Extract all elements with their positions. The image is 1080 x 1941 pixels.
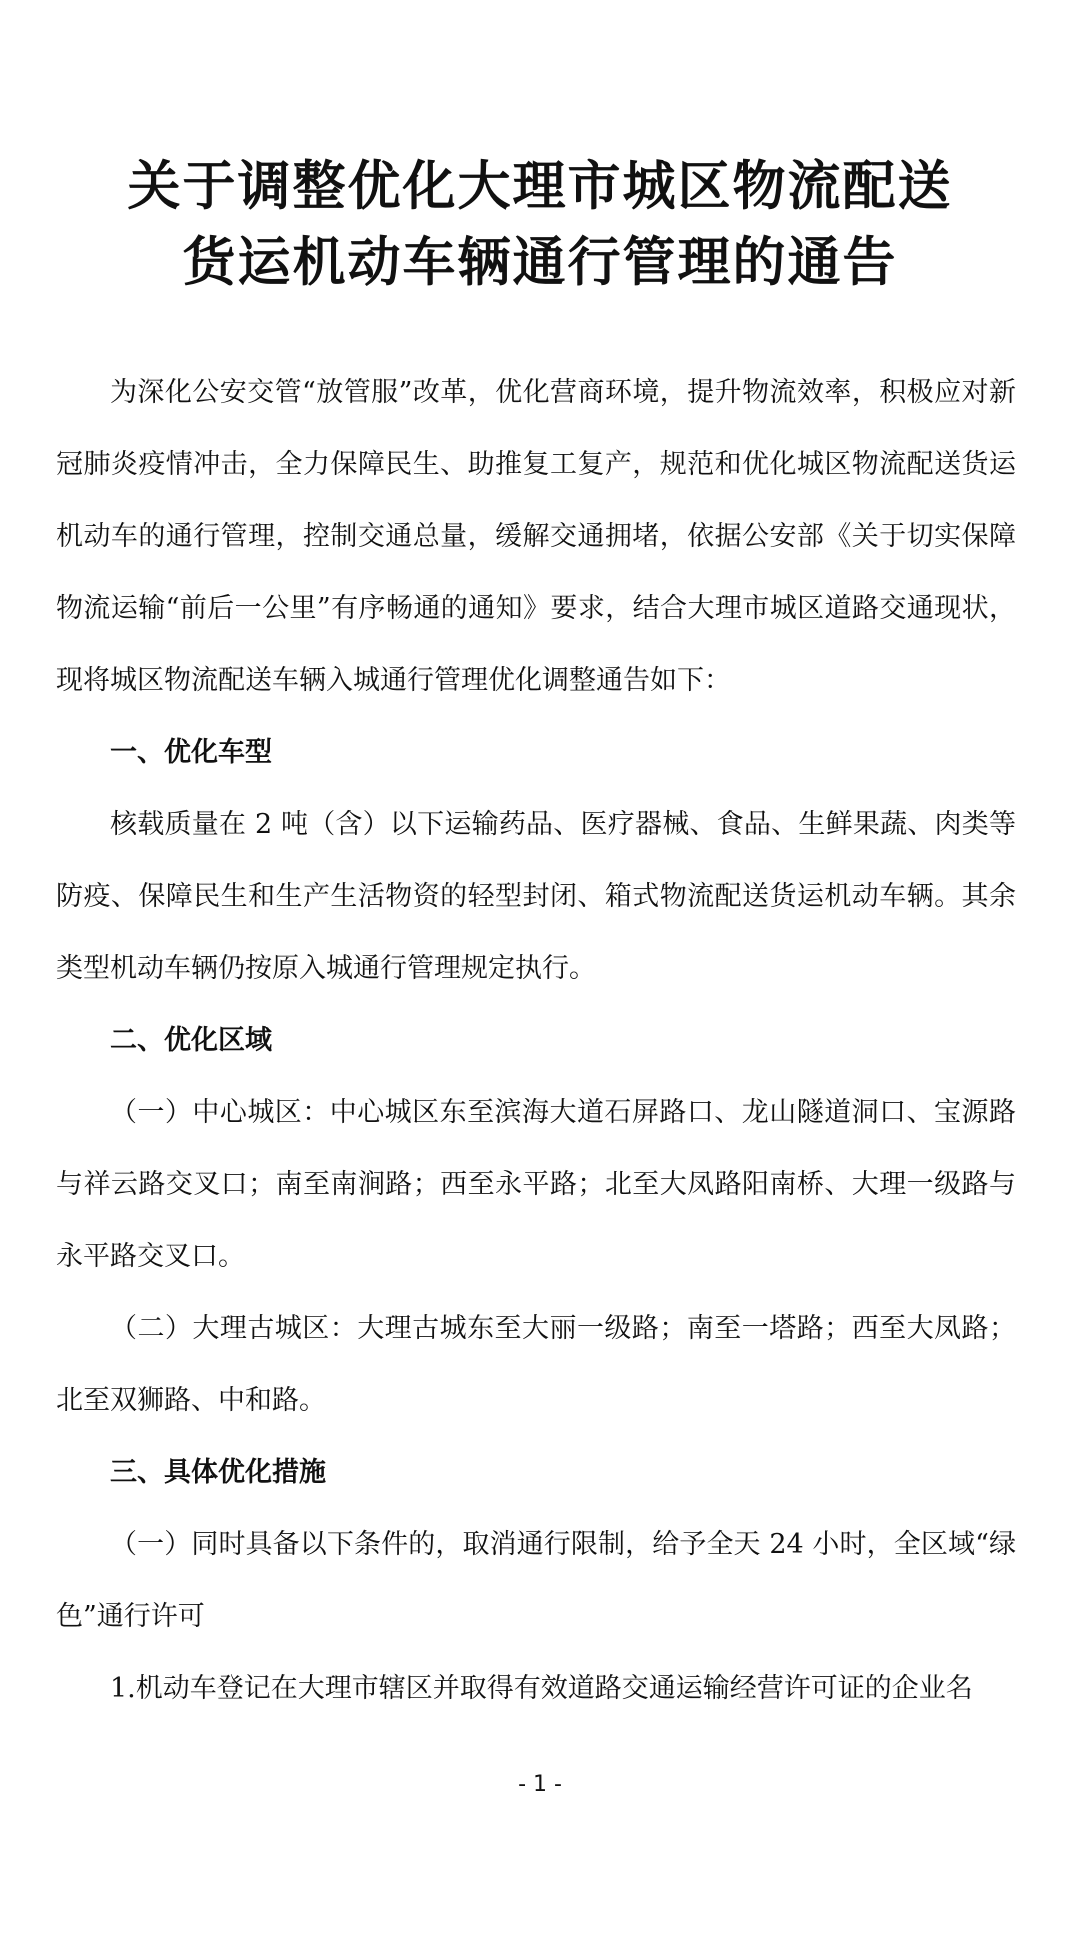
condition-1-paragraph: 1.机动车登记在大理市辖区并取得有效道路交通运输经营许可证的企业名 — [110, 1673, 973, 1704]
green-pass-paragraph: （一）同时具备以下条件的，取消通行限制，给予全天 24 小时，全区域“绿色”通行许可 — [56, 1529, 1016, 1632]
vehicle-type-paragraph: 核载质量在 2 吨（含）以下运输药品、医疗器械、食品、生鲜果蔬、肉类等防疫、保障民生和生产生活物资的轻型封闭、箱式物流配送货运机动车辆。其余类型机动车辆仍按原入城通行管理规定执行。 — [56, 809, 1016, 984]
section-heading-area: 二、优化区域 — [110, 1025, 272, 1056]
section-heading-measures: 三、具体优化措施 — [110, 1457, 326, 1488]
document-title — [0, 148, 1080, 300]
document-body — [56, 357, 1016, 1725]
page-number: - 1 - — [518, 1772, 562, 1797]
central-district-paragraph: （一）中心城区：中心城区东至滨海大道石屏路口、龙山隧道洞口、宝源路与祥云路交叉口；南至南涧路；西至永平路；北至大凤路阳南桥、大理一级路与永平路交叉口。 — [56, 1097, 1016, 1272]
title-line-2: 货运机动车辆通行管理的通告 — [182, 231, 898, 293]
section-heading-vehicle-type: 一、优化车型 — [110, 737, 272, 768]
old-town-paragraph: （二）大理古城区：大理古城东至大丽一级路；南至一塔路；西至大凤路；北至双狮路、中和路。 — [56, 1313, 1016, 1416]
intro-paragraph: 为深化公安交管“放管服”改革，优化营商环境，提升物流效率，积极应对新冠肺炎疫情冲击，全力保障民生、助推复工复产，规范和优化城区物流配送货运机动车的通行管理，控制交通总量，缓解交通拥堵，依据公安部《关于切实保障物流运输“前后一公里”有序畅通的通知》要求，结合大理市城区道路交通现状，现将城区物流配送车辆入城通行管理优化调整通告如下： — [56, 377, 1016, 696]
title-line-1: 关于调整优化大理市城区物流配送 — [127, 155, 953, 217]
